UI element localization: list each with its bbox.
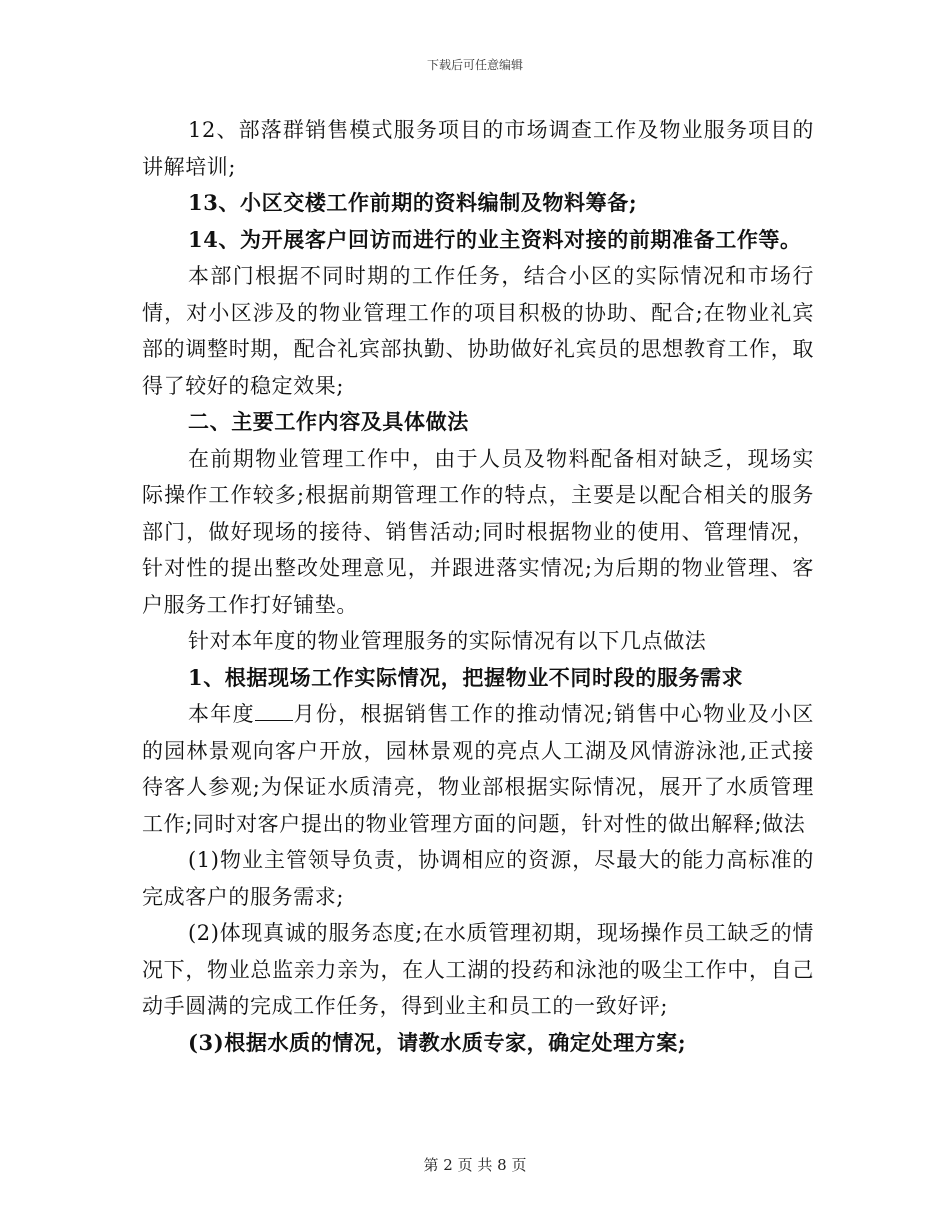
paragraph-department-summary: 本部门根据不同时期的工作任务，结合小区的实际情况和市场行情，对小区涉及的物业管理工作的项目积极的协助、配合;在物业礼宾部的调整时期，配合礼宾部执勤、协助做好礼宾员的思想教育工作，取得了较好的稳定效果; bbox=[142, 264, 814, 398]
paragraph-item-13: 13、小区交楼工作前期的资料编制及物料筹备; bbox=[188, 190, 638, 215]
paragraph-early-management: 在前期物业管理工作中，由于人员及物料配备相对缺乏，现场实际操作工作较多;根据前期管理工作的特点，主要是以配合相关的服务部门，做好现场的接待、销售活动;同时根据物业的使用、管理情况，针对性的提出整改处理意见，并跟进落实情况;为后期的物业管理、客户服务工作打好铺垫。 bbox=[142, 446, 814, 617]
paragraph-item-12: 12、部落群销售模式服务项目的市场调查工作及物业服务项目的讲解培训; bbox=[142, 118, 814, 179]
page-number: 第 2 页 共 8 页 bbox=[423, 1156, 527, 1174]
list-item-2: (2)体现真诚的服务态度;在水质管理初期，现场操作员工缺乏的情况下，物业总监亲力亲为，在人工湖的投药和泳池的吸尘工作中，自己动手圆满的完成工作任务，得到业主和员工的一致好评; bbox=[142, 921, 814, 1018]
paragraph-item-14: 14、为开展客户回访而进行的业主资料对接的前期准备工作等。 bbox=[188, 226, 802, 252]
document-body bbox=[142, 112, 814, 1061]
month-text-before: 本年度 bbox=[188, 702, 255, 726]
subheading-service-needs: 1、根据现场工作实际情况，把握物业不同时段的服务需求 bbox=[188, 664, 744, 690]
page-header-note: 下载后可任意编辑 bbox=[426, 58, 523, 72]
list-item-3: (3)根据水质的情况，请教水质专家，确定处理方案; bbox=[188, 1029, 687, 1055]
paragraph-methods-intro: 针对本年度的物业管理服务的实际情况有以下几点做法 bbox=[188, 629, 707, 653]
month-text-after: 月份，根据销售工作的推动情况;销售中心物业及小区的园林景观向客户开放，园林景观的亮点人工湖及风情游泳池,正式接待客人参观;为保证水质清亮，物业部根据实际情况，展开了水质管理工作;同时对客户提出的物业管理方面的问题，针对性的做出解释;做法 bbox=[142, 702, 814, 836]
month-blank bbox=[255, 702, 293, 721]
list-item-1: (1)物业主管领导负责，协调相应的资源，尽最大的能力高标准的完成客户的服务需求; bbox=[142, 848, 814, 909]
section-heading-main-work: 二、主要工作内容及具体做法 bbox=[188, 409, 469, 434]
paragraph-month-work bbox=[142, 696, 814, 842]
